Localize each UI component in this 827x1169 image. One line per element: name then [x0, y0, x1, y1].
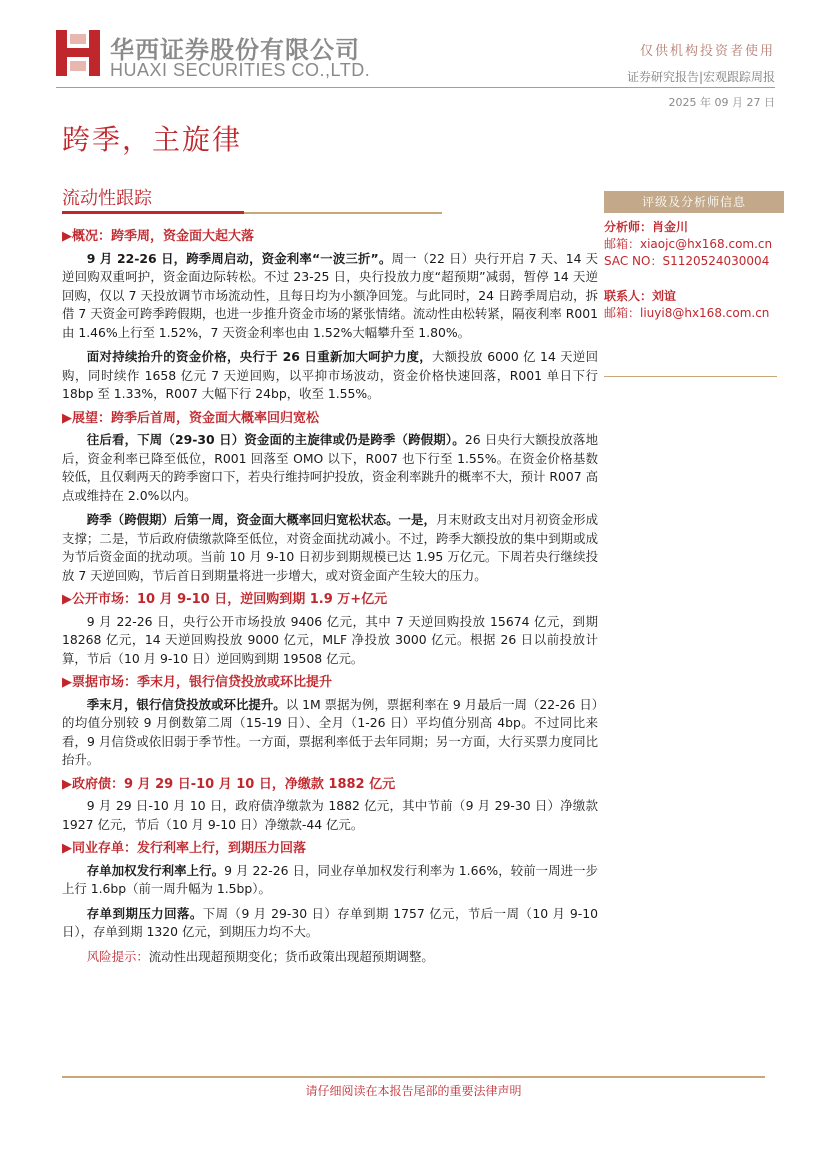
section-title: ▶票据市场：季末月，银行信贷投放或环比提升	[62, 675, 332, 690]
section-title: ▶公开市场：10 月 9-10 日，逆回购到期 1.9 万+亿元	[62, 592, 388, 607]
paragraph	[62, 797, 598, 834]
section-title: ▶政府债：9 月 29 日-10 月 10 日，净缴款 1882 亿元	[62, 776, 396, 792]
section-open-market	[62, 591, 598, 668]
paragraph-lead: 9 月 22-26 日，跨季周启动，资金利率“一波三折”。	[86, 250, 392, 266]
report-type: 证券研究报告|宏观跟踪周报	[626, 70, 775, 84]
risk-text: 流动性出现超预期变化；货币政策出现超预期调整。	[148, 948, 434, 964]
paragraph	[62, 613, 598, 669]
paragraph	[62, 250, 598, 343]
main-content	[62, 226, 598, 966]
paragraph	[62, 431, 598, 505]
company-name-cn: 华西证券股份有限公司	[110, 36, 360, 64]
header-divider	[56, 87, 775, 88]
contact-info	[604, 288, 784, 322]
section-title: ▶同业存单：发行利率上行，到期压力回落	[62, 841, 306, 856]
report-title: 跨季，主旋律	[62, 123, 243, 156]
paragraph-lead: 存单到期压力回落。	[86, 905, 203, 921]
sidebar-heading: 评级及分析师信息	[604, 191, 784, 213]
paragraph-body: 9 月 22-26 日，同业存单加权发行利率为 1.66%，较前一周进一步上行 1.6bp（前一周升幅为 1.5bp）。	[62, 862, 598, 896]
risk-label: 风险提示：	[86, 948, 149, 964]
analyst-sidebar	[604, 191, 784, 322]
paragraph-lead: 面对持续抬升的资金价格，央行于 26 日重新加大呵护力度，	[86, 349, 432, 364]
analyst-sac-number: SAC NO：S1120524030004	[604, 254, 770, 268]
paragraph-body: 9 月 29 日-10 月 10 日，政府债净缴款为 1882 亿元，其中节前（9 月 29-30 日）净缴款 1927 亿元，节后（10 月 9-10 日）净缴款-44 亿元。	[62, 798, 598, 832]
paragraph-lead: 跨季（跨假期）后第一周，资金面大概率回归宽松状态。一是，	[86, 512, 436, 527]
section-divider-accent	[62, 211, 244, 214]
section-overview	[62, 228, 598, 404]
analyst-info	[604, 219, 784, 270]
section-heading: 流动性跟踪	[62, 188, 152, 209]
section-title: ▶概况：跨季周，资金面大起大落	[62, 229, 254, 244]
analyst-name: 分析师：肖金川	[604, 220, 689, 234]
paragraph-body: 周一（22 日）央行开启 7 天、14 天逆回购双重呵护，资金面边际转松。不过 23-25 日，央行投放力度“超预期”减弱，暂停 14 天逆回购，仅以 7 天投放调节市场流动性，且每日均为小额净回笼。与此同时，24 日跨季周启动，拆借 7 天资金可跨季跨假期，也进一步推升资金市场的紧张情绪。流动性由松转紧，隔夜利率 R001 由 1.46%上行至 1.52%，7 天资金利率也由 1.52%大幅攀升至 1.80%。	[62, 250, 599, 340]
legal-disclaimer-link[interactable]: 请仔细阅读在本报告尾部的重要法律声明	[305, 1084, 522, 1098]
section-outlook	[62, 410, 598, 586]
paragraph-body: 大额投放 6000 亿 14 天逆回购，同时续作 1658 亿元 7 天逆回购，以平抑市场波动，资金价格快速回落，R001 单日下行 18bp 至 1.33%，R007 大幅下行 24bp，收至 1.55%。	[62, 349, 598, 401]
footer-divider	[62, 1076, 765, 1078]
paragraph	[62, 348, 598, 404]
paragraph-body: 26 日央行大额投放落地后，资金利率已降至低位，R001 回落至 OMO 以下，R007 也下行至 1.55%。在资金价格基数较低，且仅剩两天的跨季窗口下，若央行维持呵护投放，资金利率跳升的概率不大，预计 R007 高点或维持在 2.0%以内。	[62, 432, 598, 503]
huaxi-logo-icon	[56, 30, 100, 76]
section-government-bonds	[62, 776, 598, 835]
section-bill-market	[62, 674, 598, 770]
paragraph	[62, 696, 598, 770]
sidebar-divider	[604, 376, 777, 377]
paragraph-lead: 存单加权发行利率上行。	[86, 862, 225, 878]
audience-restriction: 仅供机构投资者使用	[639, 44, 775, 59]
paragraph	[62, 862, 598, 899]
company-name-en: HUAXI SECURITIES CO.,LTD.	[110, 60, 371, 80]
paragraph-lead: 往后看，下周（29-30 日）资金面的主旋律或仍是跨季（跨假期）。	[86, 432, 465, 447]
paragraph-body: 月末财政支出对月初资金形成支撑；二是，节后政府债缴款降至低位，对资金面扰动减小。不过，跨季大额投放的集中到期或成为节后资金面的扰动项。当前 10 月 9-10 日初步到期规模已达 1.95 万亿元。下周若央行继续投放 7 天逆回购，节后首日到期量将进一步增大，或对资金面产生较大的压力。	[62, 512, 599, 583]
paragraph-body: 下周（9 月 29-30 日）存单到期 1757 亿元，节后一周（10 月 9-10 日），存单到期 1320 亿元，到期压力均不大。	[62, 905, 598, 939]
paragraph-lead: 季末月，银行信贷投放或环比提升。	[86, 696, 286, 712]
section-ncd	[62, 840, 598, 942]
risk-warning	[62, 948, 598, 967]
report-date: 2025 年 09 月 27 日	[668, 96, 775, 109]
paragraph	[62, 511, 598, 585]
contact-name: 联系人：刘谊	[604, 289, 677, 303]
paragraph-body: 以 1M 票据为例，票据利率在 9 月最后一周（22-26 日）的均值分别较 9 月倒数第二周（15-19 日）、全月（1-26 日）平均值分别高 4bp。不过同比来看，9 月信贷或依旧弱于季节性。一方面，票据利率低于去年同期；另一方面，大行买票力度同比抬升。	[62, 696, 598, 767]
paragraph-body: 9 月 22-26 日，央行公开市场投放 9406 亿元，其中 7 天逆回购投放 15674 亿元，到期 18268 亿元，14 天逆回购投放 9000 亿元，MLF 净投放 3000 亿元。根据 26 日以前投放计算，节后（10 月 9-10 日）逆回购到期 19508 亿元。	[62, 613, 598, 666]
contact-email[interactable]: 邮箱：liuyi8@hx168.com.cn	[604, 306, 770, 320]
section-title: ▶展望：跨季后首周，资金面大概率回归宽松	[62, 410, 319, 426]
paragraph	[62, 905, 598, 942]
analyst-email[interactable]: 邮箱：xiaojc@hx168.com.cn	[604, 237, 773, 251]
